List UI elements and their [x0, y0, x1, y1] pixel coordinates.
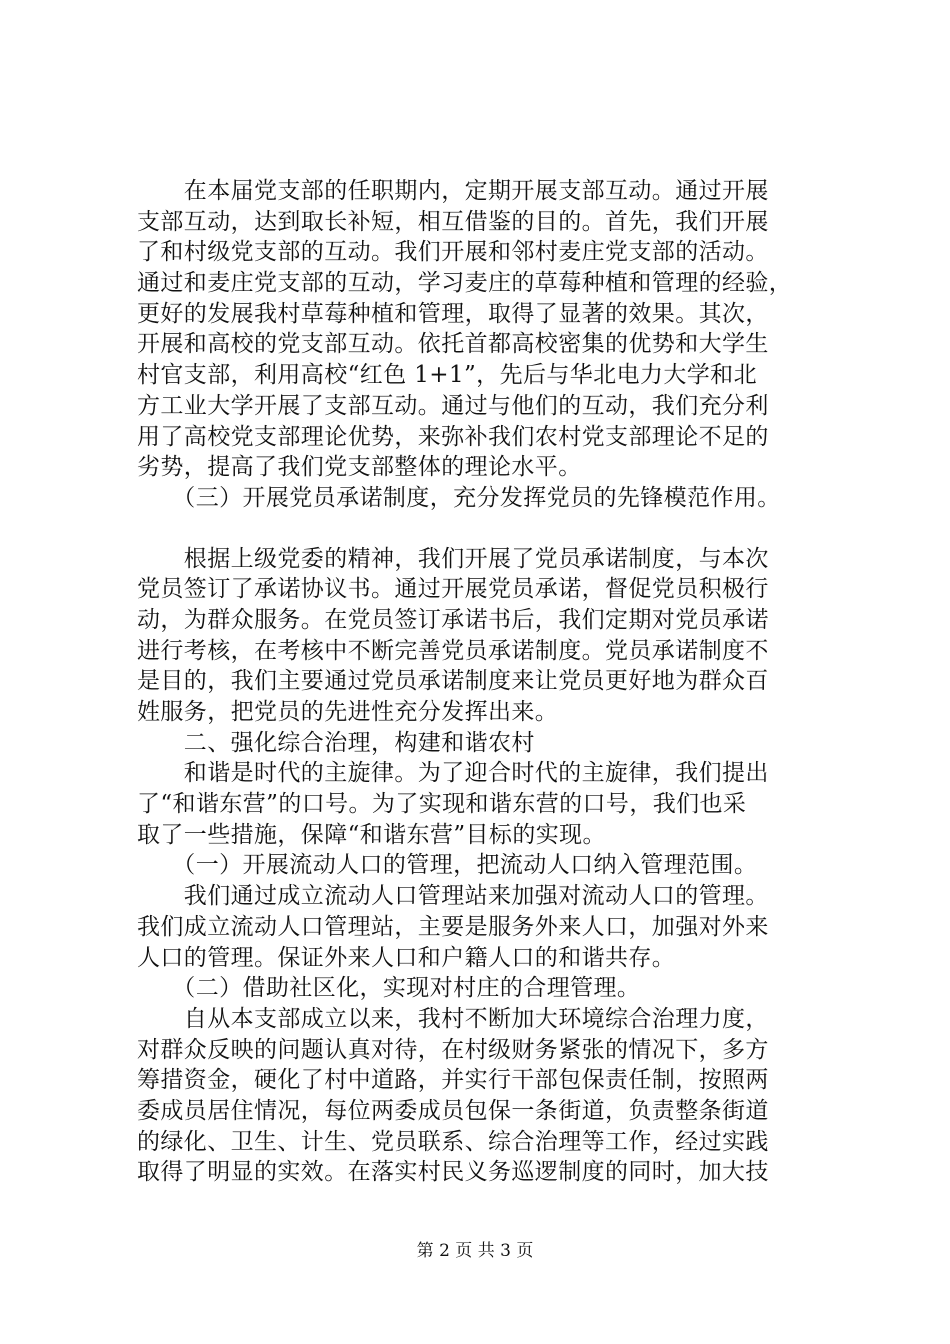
text-line: 党员签订了承诺协议书。通过开展党员承诺，督促党员积极行 [137, 576, 769, 603]
text-line: 了和村级党支部的互动。我们开展和邻村麦庄党支部的活动。 [137, 239, 769, 266]
text-line: 支部互动，达到取长补短，相互借鉴的目的。首先，我们开展 [137, 208, 769, 235]
text-line: （一）开展流动人口的管理，把流动人口纳入管理范围。 [137, 852, 758, 879]
text-line: 开展和高校的党支部互动。依托首都高校密集的优势和大学生 [137, 331, 769, 358]
text-line: 村官支部，利用高校“红色 1+1”，先后与华北电力大学和北 [137, 362, 757, 389]
text-line: 是目的，我们主要通过党员承诺制度来让党员更好地为群众百 [137, 668, 769, 695]
text-line: 和谐是时代的主旋律。为了迎合时代的主旋律，我们提出 [137, 760, 769, 787]
text-line: 通过和麦庄党支部的互动，学习麦庄的草莓种植和管理的经验， [137, 270, 793, 297]
text-line: 委成员居住情况，每位两委成员包保一条街道，负责整条街道 [137, 1097, 769, 1124]
text-block-commitment-and-governance [137, 544, 837, 1188]
text-line: 了“和谐东营”的口号。为了实现和谐东营的口号，我们也采 [137, 791, 747, 818]
paragraph-gap [137, 514, 837, 544]
text-line: 在本届党支部的任职期内，定期开展支部互动。通过开展 [137, 178, 769, 204]
document-body [137, 176, 837, 1188]
text-line: 用了高校党支部理论优势，来弥补我们农村党支部理论不足的 [137, 423, 769, 450]
text-line: 进行考核，在考核中不断完善党员承诺制度。党员承诺制度不 [137, 637, 769, 664]
text-line: 方工业大学开展了支部互动。通过与他们的互动，我们充分利 [137, 392, 769, 419]
text-line: 动，为群众服务。在党员签订承诺书后，我们定期对党员承诺 [137, 606, 769, 633]
text-line: 更好的发展我村草莓种植和管理，取得了显著的效果。其次， [137, 300, 769, 327]
text-line: 二、强化综合治理，构建和谐农村 [137, 729, 535, 756]
text-line: 我们成立流动人口管理站，主要是服务外来人口，加强对外来 [137, 913, 769, 940]
text-line: 对群众反映的问题认真对待，在村级财务紧张的情况下，多方 [137, 1036, 769, 1063]
text-line: 自从本支部成立以来，我村不断加大环境综合治理力度， [137, 1005, 769, 1032]
page-footer: 第 2 页 共 3 页 [416, 1241, 534, 1261]
text-line: 劣势，提高了我们党支部整体的理论水平。 [137, 454, 582, 481]
text-line: 人口的管理。保证外来人口和户籍人口的和谐共存。 [137, 944, 676, 971]
text-line: （三）开展党员承诺制度，充分发挥党员的先锋模范作用。 [137, 484, 781, 511]
text-line: 筹措资金，硬化了村中道路，并实行干部包保责任制，按照两 [137, 1067, 769, 1094]
text-line: 取得了明显的实效。在落实村民义务巡逻制度的同时，加大技 [137, 1159, 769, 1186]
text-line: （二）借助社区化，实现对村庄的合理管理。 [137, 975, 641, 1002]
text-block-party-branch-interaction [137, 176, 837, 514]
text-line: 的绿化、卫生、计生、党员联系、综合治理等工作，经过实践 [137, 1128, 769, 1155]
text-line: 我们通过成立流动人口管理站来加强对流动人口的管理。 [137, 883, 769, 910]
text-line: 根据上级党委的精神，我们开展了党员承诺制度，与本次 [137, 545, 769, 572]
text-line: 取了一些措施，保障“和谐东营”目标的实现。 [137, 821, 606, 848]
text-line: 姓服务，把党员的先进性充分发挥出来。 [137, 699, 559, 725]
